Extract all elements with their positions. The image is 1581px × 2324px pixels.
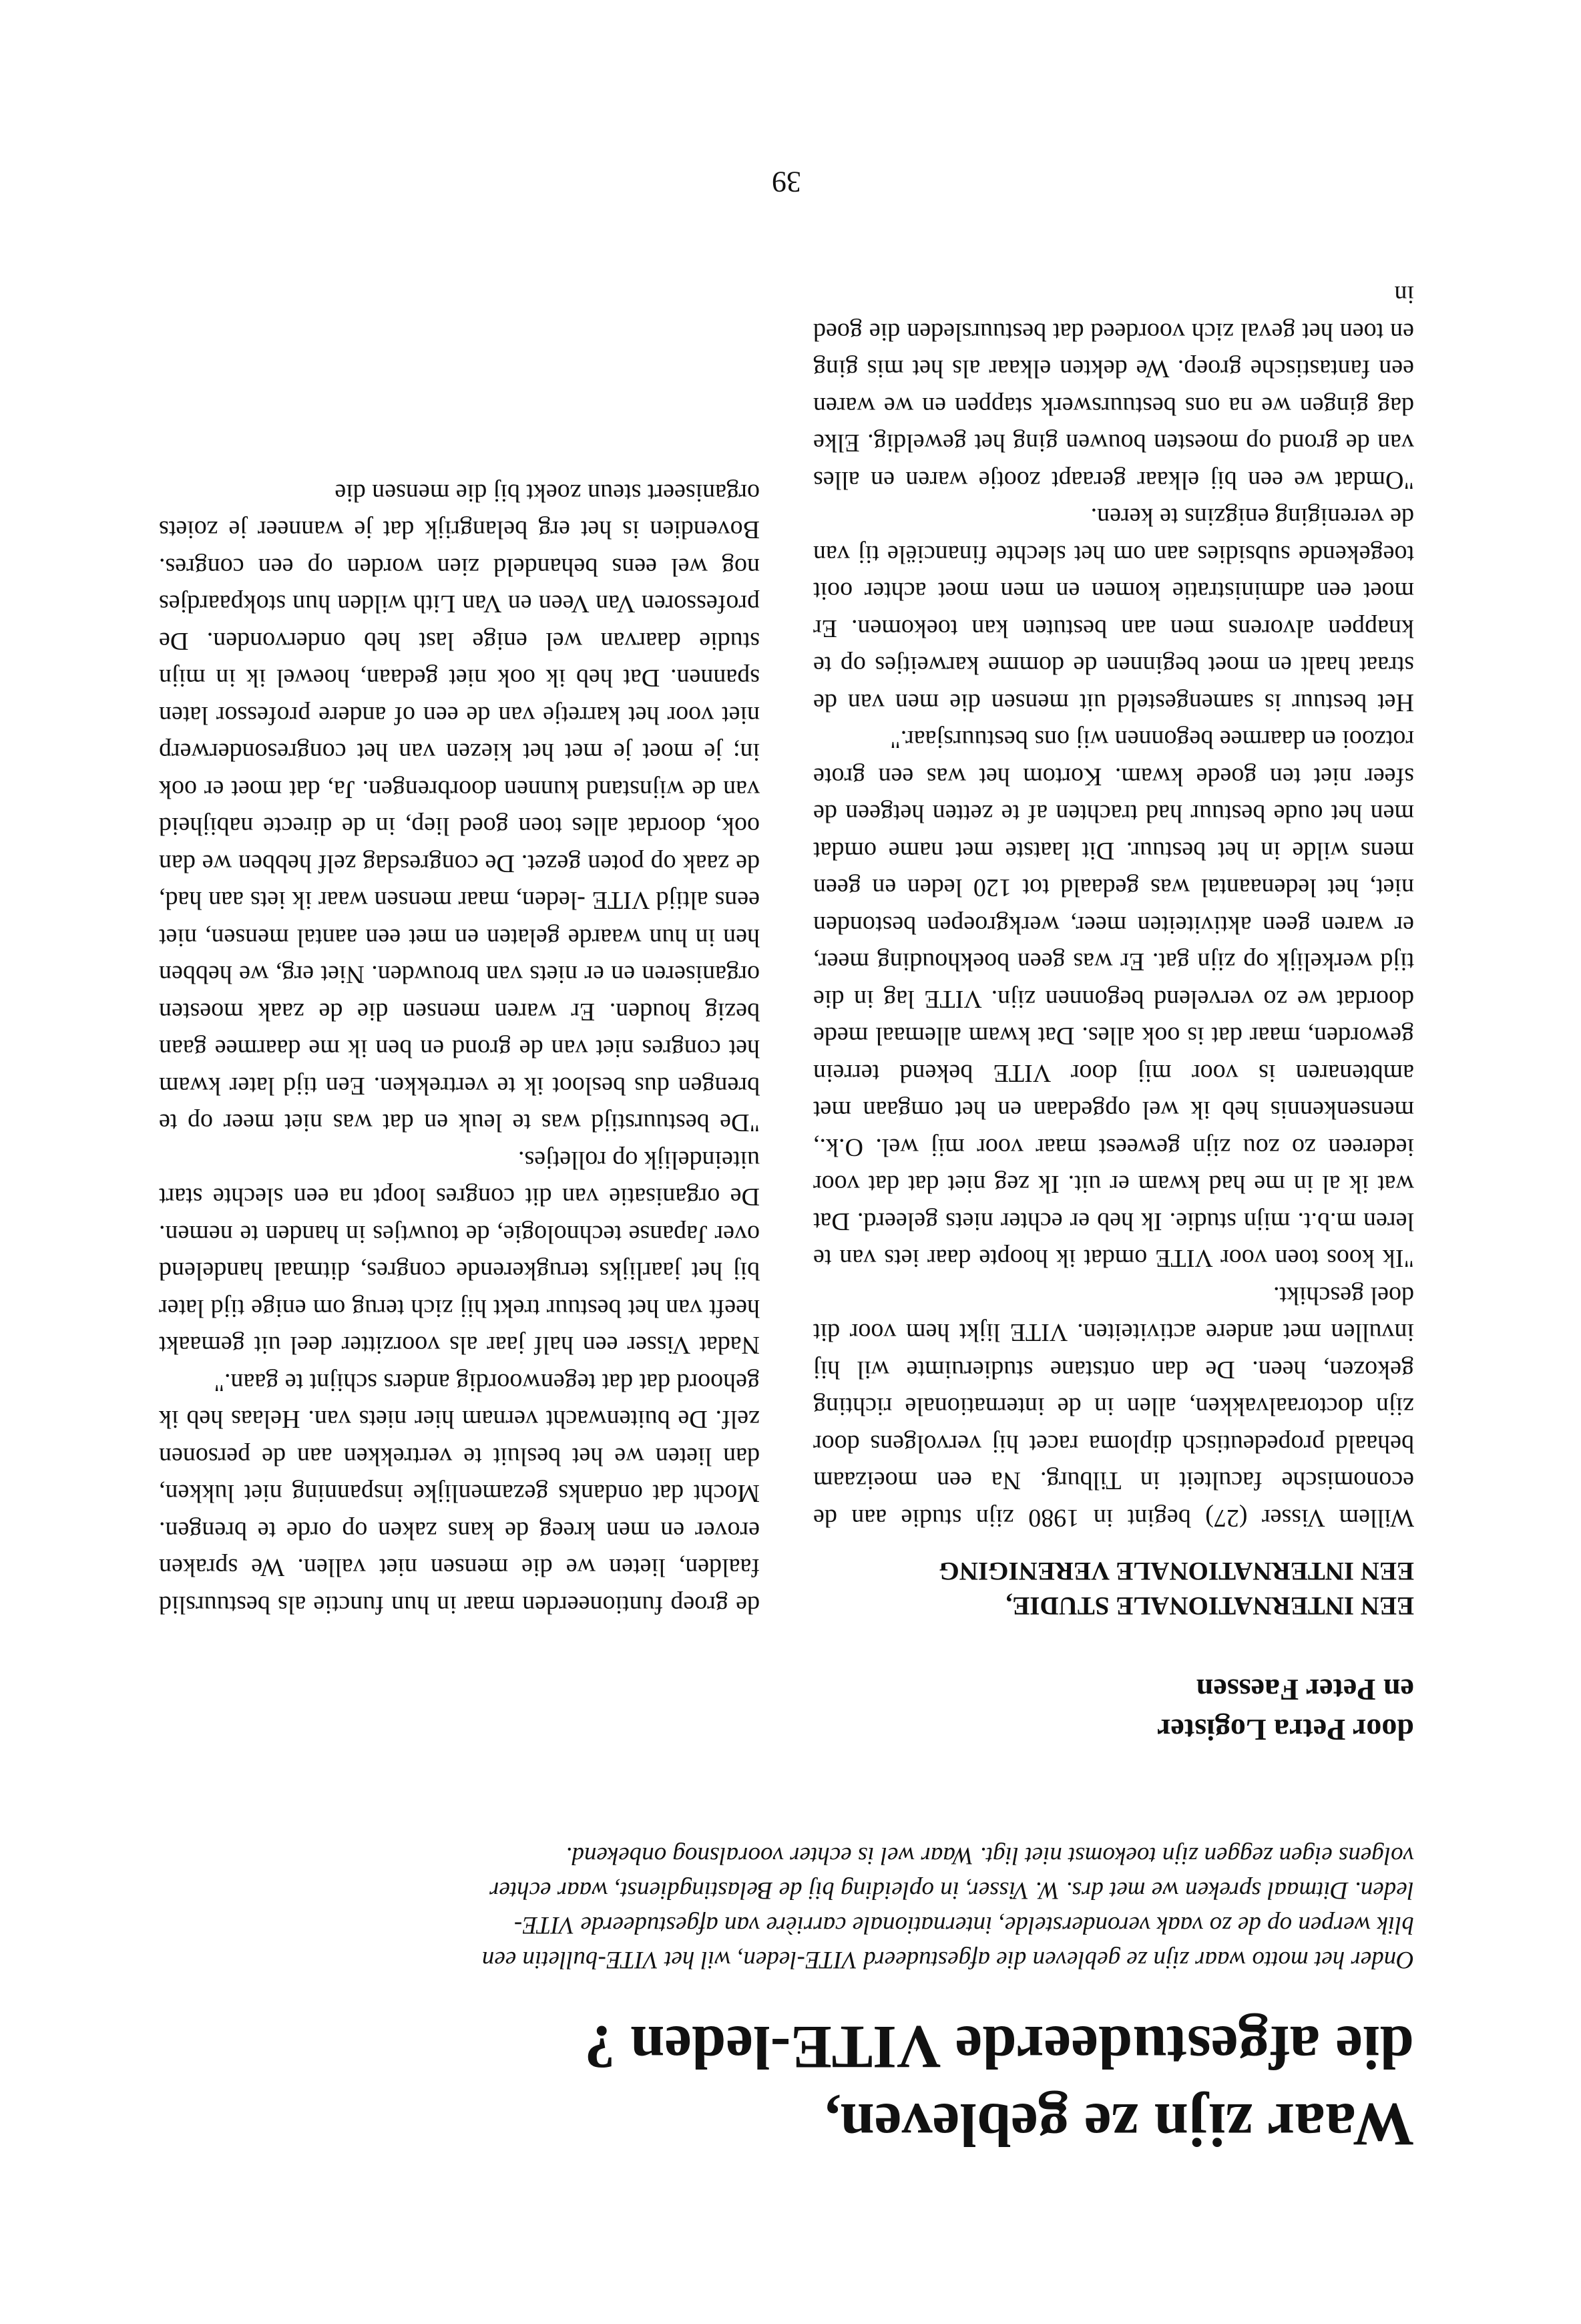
page-number: 39 [772,166,801,198]
paragraph: Nadat Visser een half jaar als voorzitter deel uit gemaakt heeft van het bestuur trekt hij zich terug om enige tijd later bij het jaarlijks terugkerende congres, ditmaal handelend over Japanse technologie, de touwtjes in handen te nemen. De organisatie van dit congres loopt na een slechte start uiteindelijk op rolletjes. [159,1146,760,1360]
title-line-2: die afgestudeerde VITE-leden ? [584,2013,1414,2082]
paragraph: "De bestuurstijd was te leuk en dat was niet meer op te brengen dus besloot ik te vertrekken. Een tijd later kwam het congres niet van de grond en ben ik me daarmee gaan bezig houden. Er waren mensen die de zaak moesten organiseren en er niets van brouwden. Niet erg, we hebben hen in hun waarde gelaten en met een aantal mensen, niet eens altijd VITE -leden, maar mensen waar ik iets aan had, de zaak op poten gezet. De congresdag zelf hebben we dan ook, doordat alles toen goed liep, in de directe nabijheid van de wijnstand kunnen doorbrengen. Ja, dat moet er ook in; je moet je met het kiezen van het congresonderwerp niet voor het karretje van de een of andere professor laten spannen. Dat heb ik ook niet gedaan, hoewel ik in mijn studie daarvan wel enige last heb ondervonden. De professoren Van Veen en Van Lith wilden hun stokpaardjes nog wel eens behandeld zien worden op een congres. Bovendien is het erg belangrijk dat je wanneer je zoiets organiseert steun zoekt bij die mensen die [159,479,760,1137]
title-line-1: Waar zijn ze gebleven, [825,2091,1414,2159]
paragraph: "Ik koos toen voor VITE omdat ik hoopte daar iets van te leren m.b.t. mijn studie. Ik heb er echter niets geleerd. Dat wat ik al in me had kwam er uit. Ik zeg niet dat dat voor iedereen zo zou zijn geweest maar voor mij wel. O.k., mensenkennis heb ik wel opgedaan en het omgaan met ambtenaren is voor mij door VITE bekend terrein geworden, maar dat is ook alles. Dat kwam allemaal mede doordat we zo vervelend begonnen zijn. VITE lag in die tijd werkelijk op zijn gat. Er was geen boekhouding meer, er waren geen aktiviteiten meer, werkgroepen bestonden niet, het ledenaantal was gedaald tot 120 leden en geen mens wilde in het bestuur. Dit laatste met name omdat men het oude bestuur had trachten af te zetten hetgeen de sfeer niet ten goede kwam. Kortom het was een grote rotzooi en daarmee begonnen wij ons bestuursjaar." [813,725,1414,1273]
paragraph: de groep funtioneerden maar in hun functie als bestuurslid faalden, lieten we die mensen niet vallen. We spraken erover en men kreeg de kans zaken op orde te brengen. Mocht dat ondanks gezamenlijke inspanning niet lukken, dan lieten we het besluit te vertrekken aan de personen zelf. De buitenwacht vernam hier niets van. Helaas heb ik gehoord dat dat tegenwoordig anders schijnt te gaan." [159,1368,760,1619]
paragraph: Het bestuur is samengesteld uit mensen die men van de straat haalt en moet beginnen de domme karweitjes op te knappen alvorens men aan bestuten kan toekomen. Er moet een administratie komen en men moet achter ooit toegekende subsidies aan om het slechte financiële tij van de vereniging enigzins te keren. [813,503,1414,717]
paragraph: "Omdat we een bij elkaar geraapt zootje waren en alles van de grond op moesten bouwen ging het geweldig. Elke dag gingen we na ons bestuurswerk stappen en we waren een fantastische groep. We dekten elkaar als het mis ging en toen het geval zich voordeed dat bestuursleden die goed in [813,280,1414,494]
left-column [813,276,1414,1623]
article-title [159,2009,1414,2164]
article-columns [159,234,1414,1623]
author-line-1: door Petra Logister [1157,1713,1414,1747]
right-column [159,474,760,1623]
byline [1157,1670,1414,1750]
intro-paragraph: Onder het motto waar zijn ze gebleven die afgestudeerd VITE-leden, wil het VITE-bulletin een blik werpen op de zo vaak veronderstelde, internationale carrière van afgestudeerde VITE-leden. Ditmaal spreken we met drs. W. Visser, in opleiding bij de Belastingdienst, waar echter volgens eigen zeggen zijn toekomst niet ligt. Waar wel is echter vooralsnog onbekend. [481,1842,1414,1973]
author-line-2: en Peter Faessen [1196,1673,1414,1707]
paragraph: Willem Visser (27) begint in 1980 zijn studie aan de economische faculteit in Tilburg. Na een moeizaam behaald propedeutisch diploma racet hij vervolgens door zijn doctoraalvakken, allen in de internationale richting gekozen, heen. De dan ontstane studieruimte wil hij invullen met andere activiteiten. VITE lijkt hem voor dit doel geschikt. [813,1282,1414,1532]
section-heading [813,1553,1414,1623]
page-content [159,160,1414,2164]
section-heading-line-2: EEN INTERNATIONALE VERENIGING [939,1557,1414,1585]
section-heading-line-1: EEN INTERNATIONALE STUDIE, [1005,1591,1414,1620]
